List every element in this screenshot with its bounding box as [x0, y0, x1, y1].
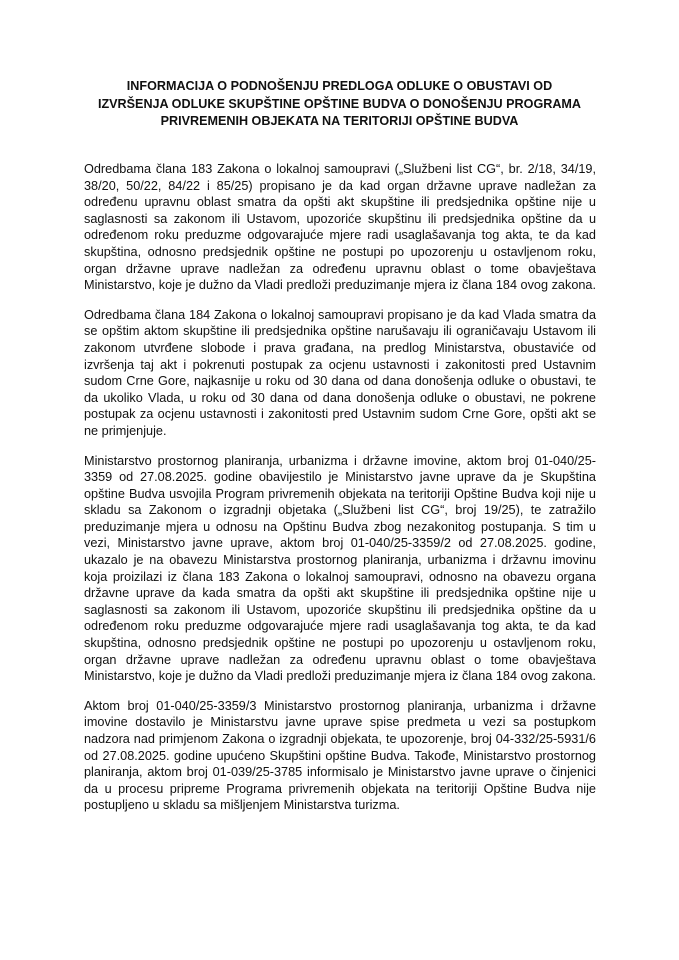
- paragraph: Odredbama člana 184 Zakona o lokalnoj samoupravi propisano je da kad Vlada smatra da se opštim aktom skupštine ili predsjednika opštine narušavaju ili ograničavaju Ustavom ili zakonom utvrđene slobode i prava građana, na predlog Ministarstva, obustaviće od izvršenja taj akt i pokrenuti postupak za ocjenu ustavnosti i zakonitosti pred Ustavnim sudom Crne Gore, najkasnije u roku od 30 dana od dana donošenja odluke o obustavi, te da ukoliko Vlada, u roku od 30 dana od dana donošenja odluke o obustavi, ne pokrene postupak za ocjenu ustavnosti i zakonitosti pred Ustavnim sudom Crne Gore, opšti akt se ne primjenjuje.: [84, 307, 596, 438]
- paragraph: Ministarstvo prostornog planiranja, urbanizma i državne imovine, aktom broj 01-040/25-3359 od 27.08.2025. godine obavijestilo je Ministarstvo javne uprave da je Skupština opštine Budva usvojila Program privremenih objekata na teritoriji Opštine Budva koji nije u skladu sa Zakonom o izgradnji objetaka („Službeni list CG“, broj 19/25), te zatražilo preduzimanje mjera u odnosu na Opštinu Budva zbog nezakonitog postupanja. S tim u vezi, Ministarstvo javne uprave, aktom broj 01-040/25-3359/2 od 27.08.2025. godine, ukazalo je na obavezu Ministarstva prostornog planiranja, urbanizma i državnu imovinu koja proizilazi iz člana 183 Zakona o lokalnoj samoupravi, odnosno na obavezu organa državne uprave da kada smatra da opšti akt skupštine ili predsjednika opštine nije u saglasnosti sa zakonom ili Ustavom, upozoriće skupštinu ili predsjednika opštine da u određenom roku preduzme odgovarajuće mjere radi usaglašavanja tog akta, te da kad skupština, odnosno predsjednik opštine ne postupi po upozorenju u ostavljenom roku, organ državne uprave nadležan za određenu upravnu oblast o tome obavještava Ministarstvo, koje je dužno da Vladi predloži preduzimanje mjera iz člana 184 ovog zakona.: [84, 453, 597, 684]
- paragraph: Odredbama člana 183 Zakona o lokalnoj samoupravi („Službeni list CG“, br. 2/18, 34/19, 38/20, 50/22, 84/22 i 85/25) propisano je da kad organ državne uprave nadležan za određenu upravnu oblast smatra da opšti akt skupštine ili predsjednika opštine nije u saglasnosti sa zakonom ili Ustavom, upozoriće skupštinu ili predsjednika opštine da u određenom roku preduzme odgovarajuće mjere radi usaglašavanja tog akta, te da kad skupština, odnosno predsjednik opštine ne postupi po upozorenju u ostavljenom roku, organ državne uprave nadležan za određenu upravnu oblast o tome obavještava Ministarstvo, koje je dužno da Vladi predloži preduzimanje mjera iz člana 184 ovog zakona.: [84, 162, 597, 293]
- paragraph: Aktom broj 01-040/25-3359/3 Ministarstvo prostornog planiranja, urbanizma i državne imovine dostavilo je Ministarstvu javne uprave spise predmeta u vezi sa postupkom nadzora nad primjenom Zakona o izgradnji objekata, te upozorenje, broj 04-332/25-5931/6 od 27.08.2025. godine upućeno Skupštini opštine Budva. Takođe, Ministarstvo prostornog planiranja, aktom broj 01-039/25-3785 informisalo je Ministarstvo javne uprave o činjenici da u procesu pripreme Programa privremenih objekata na teritoriji Opštine Budva nije postupljeno u skladu sa mišljenjem Ministarstva turizma.: [84, 698, 596, 813]
- document-title: INFORMACIJA O PODNOŠENJU PREDLOGA ODLUKE O OBUSTAVI OD IZVRŠENJA ODLUKE SKUPŠTINE OPŠTINE BUDVA O DONOŠENJU PROGRAMA PRIVREMENIH OBJEKATA NA TERITORIJI OPŠTINE BUDVA: [97, 79, 582, 128]
- document-body: [84, 161, 596, 827]
